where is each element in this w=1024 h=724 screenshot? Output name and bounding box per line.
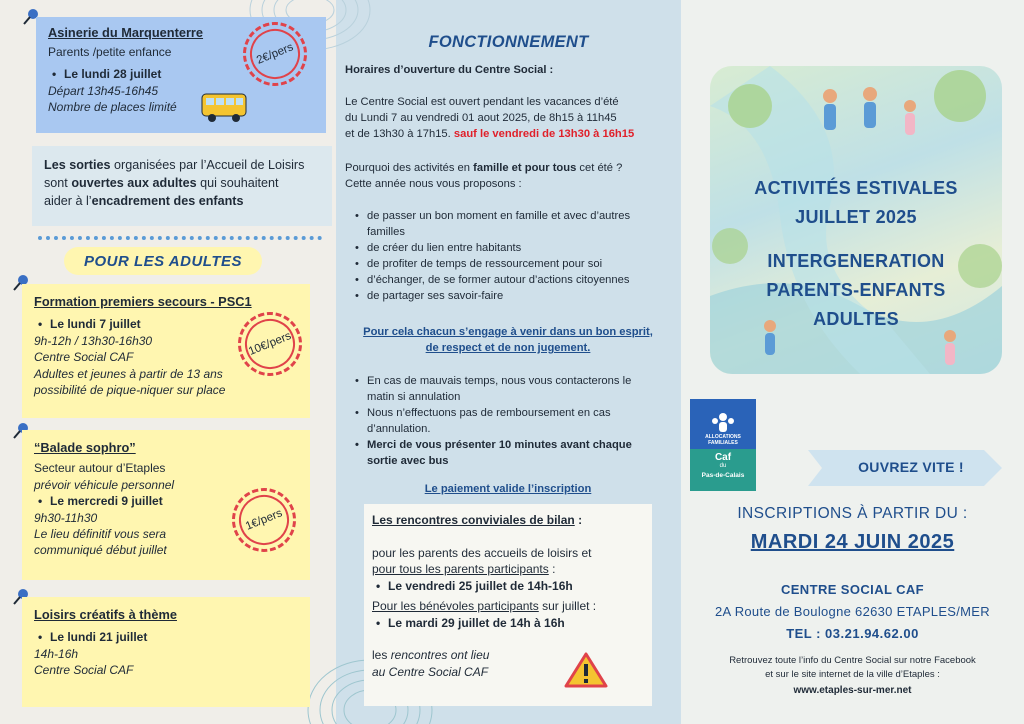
- rencontres-title: Les rencontres conviviales de bilan: [372, 513, 575, 527]
- inscriptions-date: MARDI 24 JUIN 2025: [750, 531, 955, 553]
- sorties-text: organisées par l’Accueil de Loisirs: [110, 158, 305, 172]
- section-title-pill: [64, 247, 262, 275]
- sorties-bold: Les sorties: [44, 158, 111, 172]
- sophro-vehicle: prévoir véhicule personnel: [34, 477, 175, 492]
- psc1-title: Formation premiers secours - PSC1: [34, 294, 252, 309]
- ouvrez-vite: OUVREZ VITE !: [858, 459, 964, 475]
- psc1-hours: 9h-12h / 13h30-16h30: [34, 333, 153, 348]
- creatifs-card: [22, 597, 310, 707]
- sophro-note: Le lieu définitif vous sera: [34, 527, 167, 542]
- rencontre-date: • Le vendredi 25 juillet de 14h-16h: [372, 578, 644, 595]
- price-stamp: 1€/pers: [222, 478, 305, 561]
- creatifs-date: • Le lundi 21 juillet: [34, 629, 298, 645]
- list-item: • En cas de mauvais temps, nous vous contacterons le matin si annulation: [345, 373, 671, 405]
- price-stamp: 2€/pers: [233, 12, 316, 95]
- caf-logo: ALLOCATIONS FAMILIALES Caf du Pas-de-Calais: [690, 399, 756, 491]
- creatifs-hours: 14h-16h: [34, 646, 79, 661]
- list-item: • d’échanger, de se former autour d’actions citoyennes: [345, 272, 671, 288]
- hero-title: ACTIVITÉS ESTIVALES JUILLET 2025: [754, 178, 958, 227]
- sorties-text: qui souhaitent: [196, 176, 279, 190]
- sophro-date: • Le mercredi 9 juillet: [34, 493, 298, 509]
- list-item: • Merci de vous présenter 10 minutes avant chaque sortie avec bus: [345, 437, 671, 469]
- psc1-date: • Le lundi 7 juillet: [34, 316, 298, 332]
- why-text: Pourquoi des activités en famille et pour tous cet été ? Cette année nous vous proposons :: [345, 162, 623, 190]
- price-stamp: 10€/pers: [228, 302, 311, 385]
- rencontres-card: Les rencontres conviviales de bilan : pour les parents des accueils de loisirs et pour tous les parents participants : • Le vendredi 25 juillet de 14h-16h Pour les bénévoles participants sur juillet : • Le mardi 29 juillet de 14h à 16h les rencontres ont lieu au Centre Social CAF: [364, 504, 652, 706]
- list-item: • de profiter de temps de ressourcement pour soi: [345, 256, 671, 272]
- sophro-note: communiqué début juillet: [34, 543, 167, 558]
- middle-title: FONCTIONNEMENT: [428, 33, 589, 51]
- closure-note: sauf le vendredi de 13h30 à 16h15: [453, 128, 635, 140]
- website-link[interactable]: www.etaples-sur-mer.net: [793, 685, 912, 696]
- list-item: • de créer du lien entre habitants: [345, 240, 671, 256]
- payment-note: Le paiement valide l’inscription: [424, 483, 592, 495]
- rencontre-date: • Le mardi 29 juillet de 14h à 16h: [372, 615, 644, 632]
- warning-icon: [562, 648, 610, 690]
- centre-name: CENTRE SOCIAL CAF: [780, 582, 925, 597]
- info-text: Retrouvez toute l’info du Centre Social sur notre Facebook et sur le site internet de la ville d’Etaples :: [729, 655, 976, 680]
- sorties-text: sont: [44, 176, 72, 190]
- sorties-bold: ouvertes aux adultes: [71, 176, 197, 190]
- opening-hours-text: Le Centre Social est ouvert pendant les vacances d’été du Lundi 7 au vendredi 01 aout 2025, de 8h15 à 11h45 et de 13h30 à 17h15. sauf le vendredi de 13h30 à 16h15: [345, 96, 635, 140]
- list-item: • Nous n’effectuons pas de remboursement en cas d’annulation.: [345, 405, 671, 437]
- centre-phone: TEL : 03.21.94.62.00: [786, 626, 919, 641]
- sorties-info-card: [32, 146, 332, 226]
- creatifs-place: Centre Social CAF: [34, 663, 134, 678]
- sorties-bold: encadrement des enfants: [91, 194, 244, 208]
- engagement-text: Pour cela chacun s’engage à venir dans un bon esprit, de respect et de non jugement.: [363, 326, 653, 354]
- caf-emblem-icon: [710, 412, 736, 434]
- sophro-hours: 9h30-11h30: [34, 510, 98, 525]
- list-item: • de partager ses savoir-faire: [345, 288, 671, 304]
- psc1-place: Centre Social CAF: [34, 350, 134, 365]
- inscriptions-label: INSCRIPTIONS À PARTIR DU :: [737, 505, 968, 522]
- centre-address: 2A Route de Boulogne 62630 ETAPLES/MER: [715, 604, 990, 619]
- asinerie-title: Asinerie du Marquenterre: [48, 25, 204, 40]
- creatifs-title: Loisirs créatifs à thème: [34, 607, 177, 622]
- dotted-divider: [38, 236, 322, 240]
- psc1-note: Adultes et jeunes à partir de 13 ans: [34, 366, 223, 381]
- horaires-title: Horaires d’ouverture du Centre Social :: [345, 64, 554, 76]
- section-title: POUR LES ADULTES: [83, 252, 242, 270]
- sophro-title: “Balade sophro”: [34, 440, 136, 455]
- asinerie-places: Nombre de places limité: [48, 100, 177, 115]
- psc1-note: possibilité de pique-niquer sur place: [34, 383, 226, 398]
- list-item: • de passer un bon moment en famille et avec d’autres familles: [345, 208, 671, 240]
- asinerie-audience: Parents /petite enfance: [48, 45, 172, 59]
- sorties-text: aider à l’: [44, 194, 92, 208]
- rules-list: [345, 373, 671, 469]
- proposals-list: [345, 208, 671, 304]
- asinerie-date: • Le lundi 28 juillet: [48, 66, 314, 82]
- sophro-sector: Secteur autour d’Etaples: [34, 461, 166, 476]
- hero-subtitle: INTERGENERATION PARENTS-ENFANTS ADULTES: [766, 251, 946, 329]
- asinerie-depart: Départ 13h45-16h45: [48, 83, 159, 98]
